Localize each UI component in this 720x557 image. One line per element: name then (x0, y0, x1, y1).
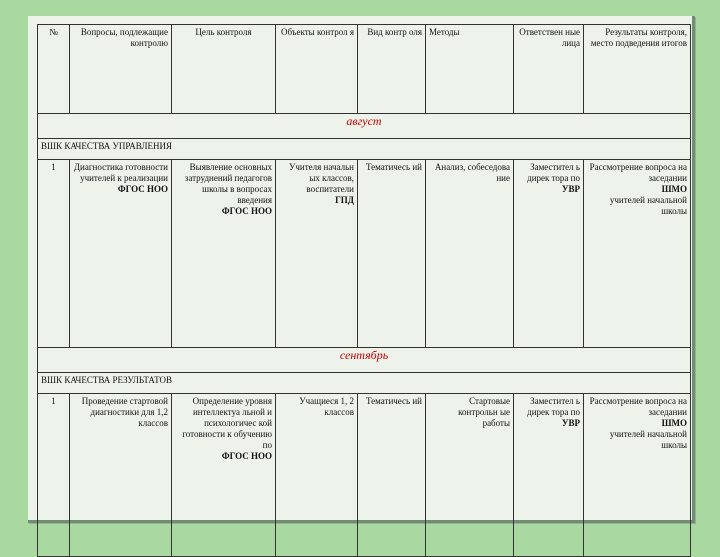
control-plan-table (37, 24, 691, 557)
header-goal: Цель контроля (172, 25, 276, 114)
header-type: Вид контр оля (358, 25, 426, 114)
cell-goal: Определение уровня интеллектуа льной и психологичес кой готовности к обучению по ФГОС НОО (172, 394, 276, 557)
header-questions: Вопросы, подлежащие контролю (70, 25, 172, 114)
month-label: сентябрь (38, 348, 691, 373)
cell-methods: Анализ, собеседова ние (426, 160, 514, 348)
cell-responsible: Заместител ь дирек тора по УВР (514, 160, 584, 348)
document-page (28, 16, 695, 523)
section-row (38, 373, 691, 394)
month-row (38, 114, 691, 139)
cell-question: Диагностика готовности учителей к реализации ФГОС НОО (70, 160, 172, 348)
cell-results: Рассмотрение вопроса на заседании ШМО учителей начальной школы (584, 160, 691, 348)
cell-question: Проведение стартовой диагностики для 1,2 классов (70, 394, 172, 557)
cell-type: Тематичесь ий (358, 394, 426, 557)
cell-type: Тематичесь ий (358, 160, 426, 348)
cell-objects: Учителя начальн ых классов, воспитатели ГПД (276, 160, 358, 348)
header-methods: Методы (426, 25, 514, 114)
month-row (38, 348, 691, 373)
cell-goal: Выявление основных затруднений педагогов школы в вопросах введения ФГОС НОО (172, 160, 276, 348)
section-title: ВШК КАЧЕСТВА РЕЗУЛЬТАТОВ (38, 373, 691, 394)
table-row (38, 394, 691, 557)
section-row (38, 139, 691, 160)
cell-num: 1 (38, 394, 70, 557)
header-results: Результаты контроля, место подведения итогов (584, 25, 691, 114)
cell-objects: Учащиеся 1, 2 классов (276, 394, 358, 557)
section-title: ВШК КАЧЕСТВА УПРАВЛЕНИЯ (38, 139, 691, 160)
cell-responsible: Заместител ь дирек тора по УВР (514, 394, 584, 557)
table-header-row (38, 25, 691, 114)
month-label: август (38, 114, 691, 139)
header-responsible: Ответствен ные лица (514, 25, 584, 114)
header-num: № (38, 25, 70, 114)
cell-methods: Стартовые контрольн ые работы (426, 394, 514, 557)
header-objects: Объекты контрол я (276, 25, 358, 114)
cell-results: Рассмотрение вопроса на заседании ШМО учителей начальной школы (584, 394, 691, 557)
table-row (38, 160, 691, 348)
cell-num: 1 (38, 160, 70, 348)
